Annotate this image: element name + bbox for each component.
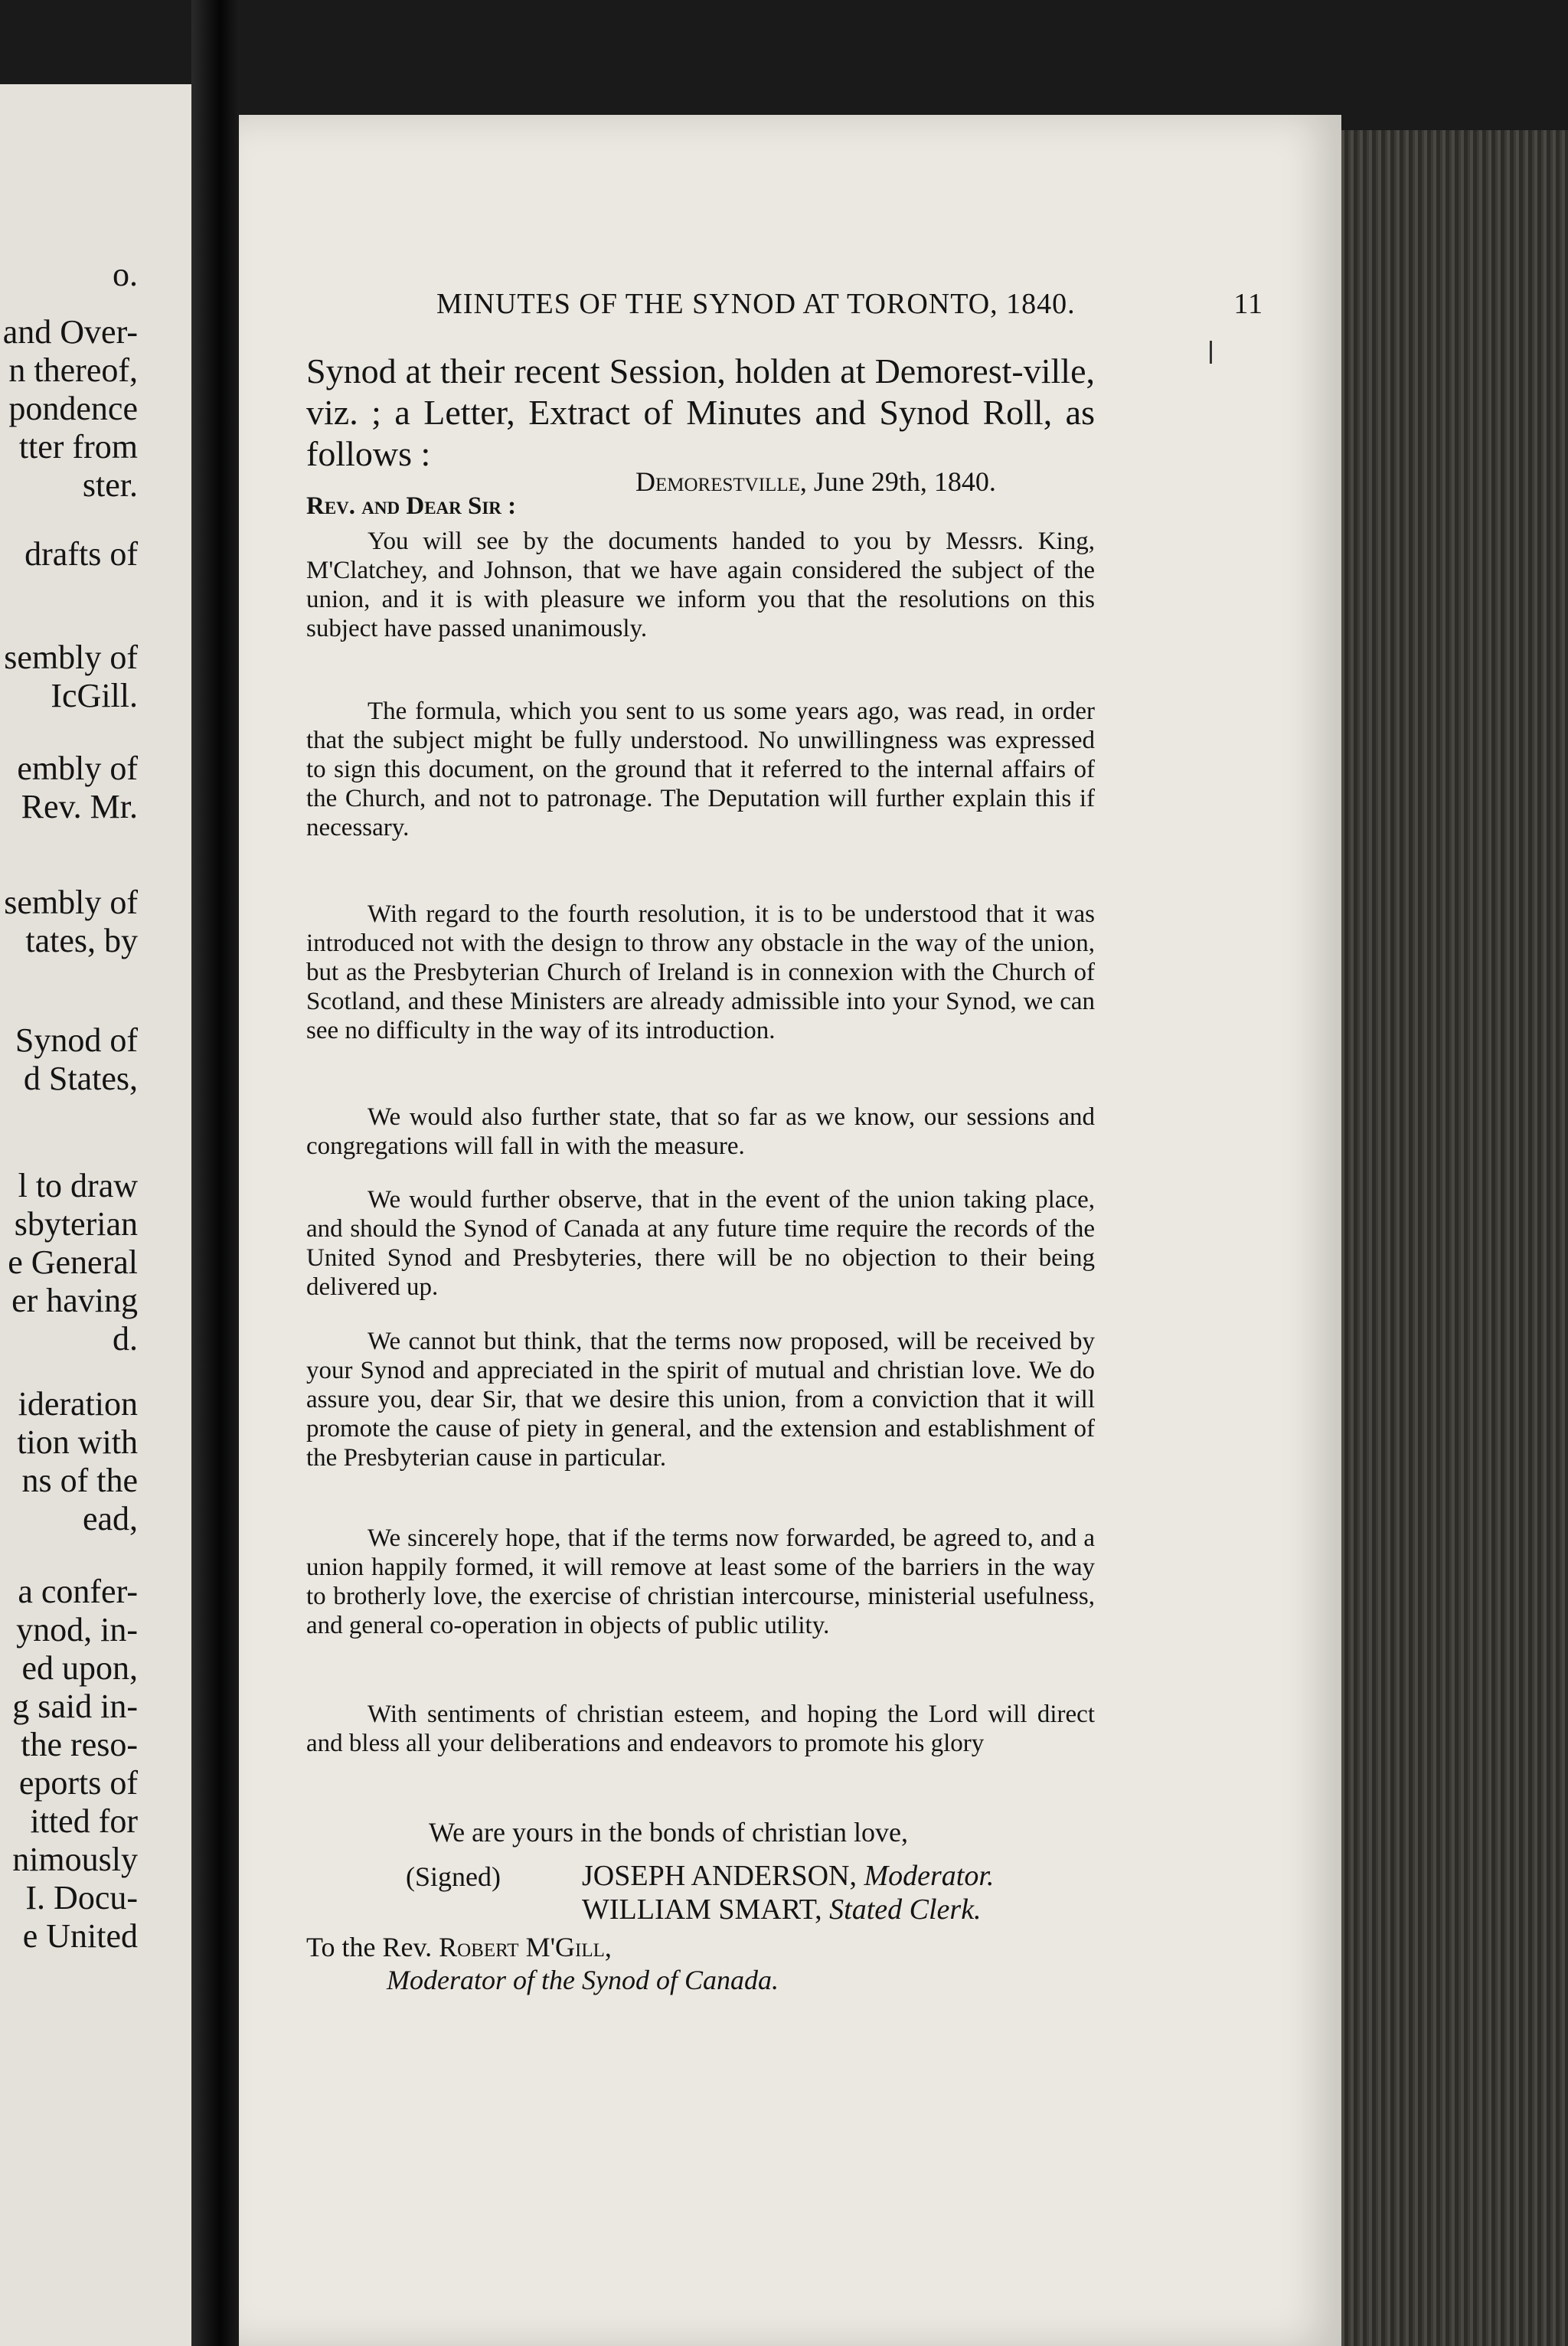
left-line: itted for — [30, 1802, 138, 1840]
left-line: IcGill. — [51, 677, 138, 714]
page-number: 11 — [1233, 288, 1263, 320]
page-edges — [1341, 130, 1568, 2346]
dateline-date: June 29th, 1840. — [813, 466, 996, 497]
letter-paragraph: With sentiments of christian esteem, and hoping the Lord will direct and bless all your deliberations and endeavors to promote his glory — [306, 1701, 1095, 1757]
left-line: ynod, in- — [16, 1611, 138, 1648]
letter-paragraph: The formula, which you sent to us some years ago, was read, in order that the subject might be fully understood. No unwillingness was expressed to sign this document, on the ground that it referred to the internal affairs of the Church, and not to patronage. The Deputation will further explain this if necessary. — [306, 698, 1095, 841]
left-line: nimously — [12, 1841, 138, 1878]
left-line: ns of the — [21, 1462, 138, 1499]
addressee-name: Robert M'Gill, — [439, 1932, 612, 1962]
left-line: eports of — [18, 1764, 138, 1802]
dateline — [635, 466, 996, 498]
intro-paragraph: Synod at their recent Session, holden at Demorest-ville, viz. ; a Letter, Extract of Minutes and Synod Roll, as follows : — [306, 351, 1095, 473]
left-line: drafts of — [24, 535, 138, 573]
left-line: Synod of — [15, 1021, 138, 1059]
left-line: sembly of — [4, 884, 138, 921]
letter-paragraph: We would also further state, that so far as we know, our sessions and congregations will fall in with the measure. — [306, 1103, 1095, 1160]
left-line: I. Docu- — [25, 1879, 138, 1916]
left-line: sbyterian — [14, 1205, 138, 1243]
left-line: the reso- — [21, 1726, 138, 1763]
left-line: l to draw — [18, 1167, 138, 1204]
left-line: ideration — [18, 1385, 138, 1423]
signatory-title: Stated Clerk. — [829, 1893, 982, 1926]
running-head — [436, 287, 1263, 321]
running-title: MINUTES OF THE SYNOD AT TORONTO, 1840. — [436, 288, 1076, 320]
left-line: n thereof, — [8, 351, 138, 389]
letter-paragraph: We sincerely hope, that if the terms now forwarded, be agreed to, and a union happily formed, it will remove at least some of the barriers in the way to brotherly love, the exercise of christian intercourse, ministerial usefulness, and general co-operation in objects of public utility. — [306, 1524, 1095, 1639]
left-line: er having — [11, 1282, 138, 1319]
addressee-prefix: To the Rev. — [306, 1932, 433, 1962]
left-line: a confer- — [18, 1573, 138, 1610]
left-line: and Over- — [2, 313, 138, 351]
left-line: ster. — [82, 466, 138, 504]
margin-mark — [1210, 341, 1212, 364]
letter-paragraph: You will see by the documents handed to you by Messrs. King, M'Clatchey, and Johnson, that we have again considered the subject of the union, and it is with pleasure we inform you that the resolutions on this subject have passed unanimously. — [306, 528, 1095, 642]
left-line: embly of — [17, 750, 138, 787]
left-line: d. — [113, 1320, 138, 1358]
left-line: o. — [113, 256, 138, 293]
signatory-name: JOSEPH ANDERSON, — [582, 1860, 857, 1892]
left-line: tter from — [18, 428, 138, 466]
left-line: e United — [22, 1917, 138, 1955]
closing-line: We are yours in the bonds of christian love, — [429, 1817, 908, 1848]
left-line: g said in- — [12, 1688, 138, 1725]
left-line: e General — [8, 1243, 138, 1281]
letter-paragraph: With regard to the fourth resolution, it is to be understood that it was introduced not with the design to throw any obstacle in the way of the union, but as the Presbyterian Church of Ireland is in connexion with the Church of Scotland, and these Ministers are already admissible into your Synod, we can see no difficulty in the way of its introduction. — [306, 900, 1095, 1044]
facing-page-fragment — [0, 84, 191, 2346]
left-line: Rev. Mr. — [21, 788, 138, 825]
left-line: tion with — [17, 1423, 138, 1461]
signatory-title: Moderator. — [864, 1860, 995, 1892]
left-line: ead, — [82, 1500, 138, 1537]
addressee-title: Moderator of the Synod of Canada. — [387, 1965, 779, 1995]
left-line: d States, — [23, 1060, 138, 1097]
left-line: pondence — [8, 390, 138, 427]
letter-paragraph: We cannot but think, that the terms now proposed, will be received by your Synod and appreciated in the spirit of mutual and christian love. We do assure you, dear Sir, that we desire this union, from a conviction that it will promote the cause of piety in general, and the extension and establishment of the Presbyterian cause in particular. — [306, 1328, 1095, 1472]
dateline-place: Demorestville, — [635, 466, 807, 497]
signatory — [582, 1893, 982, 1926]
left-line: tates, by — [25, 922, 138, 959]
letter-paragraph: We would further observe, that in the event of the union taking place, and should the Synod of Canada at any future time require the records of the United Synod and Presbyteries, there will be no objection to their being delivered up. — [306, 1186, 1095, 1301]
signatory-name: WILLIAM SMART, — [582, 1893, 822, 1926]
salutation: Rev. and Dear Sir : — [306, 492, 517, 520]
left-line: sembly of — [4, 639, 138, 676]
signatory — [582, 1859, 994, 1893]
left-line: ed upon, — [21, 1649, 138, 1687]
addressee — [306, 1931, 612, 1963]
book-gutter — [191, 0, 239, 2346]
signed-label: (Signed) — [406, 1861, 501, 1892]
